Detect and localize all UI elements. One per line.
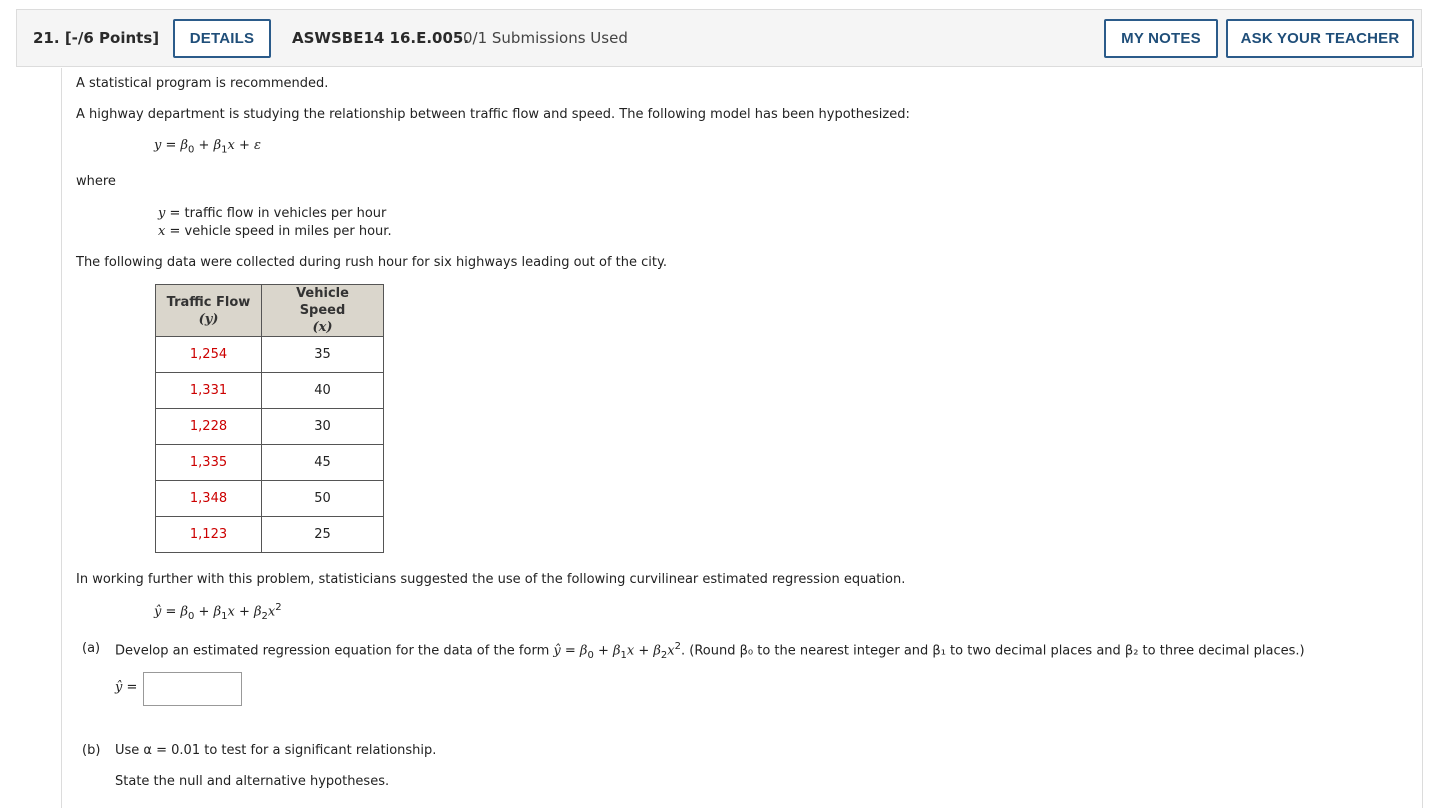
ask-teacher-button[interactable]: ASK YOUR TEACHER — [1226, 19, 1414, 58]
model-equation: $y = \beta_0 + \beta_1x + \varepsilon$ — [154, 138, 261, 156]
question-body — [61, 68, 1423, 808]
part-a-text: Develop an estimated regression equation for the data of the form ŷ = $\beta_0 + \beta_1x + \beta_2x^2$. (Round β₀ to the nearest integer and β₁ to two decimal places and β₂ to three decimal places.) — [115, 641, 1305, 661]
y-hat-label: ŷ = — [115, 680, 138, 695]
vehicle-speed-cell: 40 — [262, 373, 384, 409]
table-row — [156, 517, 384, 553]
further-text: In working further with this problem, statisticians suggested the use of the following curvilinear estimated regression equation. — [76, 572, 906, 587]
question-number: 21. [-/6 Points] — [33, 29, 160, 47]
where-text: where — [76, 174, 116, 189]
vehicle-speed-cell: 35 — [262, 337, 384, 373]
points-label: [-/6 Points] — [64, 29, 160, 47]
table-row — [156, 337, 384, 373]
header-vehicle-speed: Vehicle Speed (x) — [262, 285, 384, 337]
traffic-flow-cell: 1,228 — [156, 409, 262, 445]
table-row — [156, 481, 384, 517]
submissions-used: 0/1 Submissions Used — [463, 29, 628, 47]
traffic-flow-cell: 1,331 — [156, 373, 262, 409]
answer-input[interactable] — [143, 672, 242, 706]
vehicle-speed-cell: 25 — [262, 517, 384, 553]
header-traffic-flow: Traffic Flow (y) — [156, 285, 262, 337]
data-intro-text: The following data were collected during rush hour for six highways leading out of the city. — [76, 255, 667, 270]
table-row — [156, 445, 384, 481]
y-definition: y = traffic flow in vehicles per hour — [158, 206, 387, 221]
vehicle-speed-cell: 50 — [262, 481, 384, 517]
details-button[interactable]: DETAILS — [173, 19, 271, 58]
part-a-label: (a) — [82, 641, 101, 656]
curvilinear-equation: ŷ = $\beta_0 + \beta_1x + \beta_2x^2$ — [154, 602, 282, 622]
traffic-flow-cell: 1,335 — [156, 445, 262, 481]
traffic-flow-cell: 1,348 — [156, 481, 262, 517]
table-row — [156, 409, 384, 445]
part-b-text: Use α = 0.01 to test for a significant relationship. — [115, 743, 437, 758]
part-b-subtext: State the null and alternative hypotheses. — [115, 774, 390, 789]
problem-text: A highway department is studying the relationship between traffic flow and speed. The following model has been hypothesized: — [76, 107, 910, 122]
traffic-flow-cell: 1,254 — [156, 337, 262, 373]
question-header — [16, 9, 1422, 67]
table-row — [156, 373, 384, 409]
x-definition: x = vehicle speed in miles per hour. — [158, 224, 392, 239]
intro-text: A statistical program is recommended. — [76, 76, 329, 91]
vehicle-speed-cell: 45 — [262, 445, 384, 481]
question-code: ASWSBE14 16.E.005. — [292, 29, 470, 47]
vehicle-speed-cell: 30 — [262, 409, 384, 445]
data-table — [155, 284, 384, 553]
part-b-label: (b) — [82, 743, 101, 758]
my-notes-button[interactable]: MY NOTES — [1104, 19, 1218, 58]
traffic-flow-cell: 1,123 — [156, 517, 262, 553]
